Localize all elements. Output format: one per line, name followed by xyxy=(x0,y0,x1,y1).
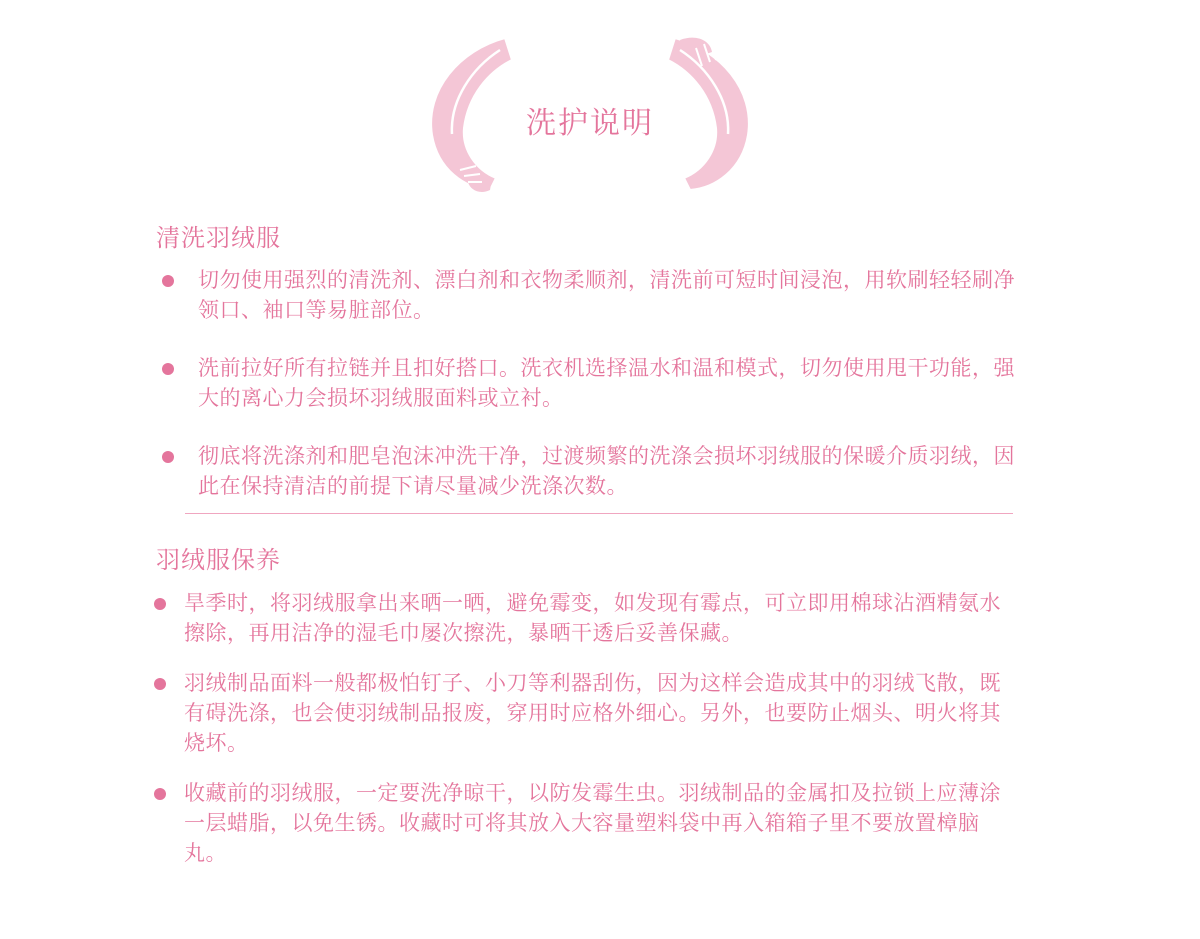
bullet-icon xyxy=(154,788,166,800)
list-item-text: 羽绒制品面料一般都极怕钉子、小刀等利器刮伤，因为这样会造成其中的羽绒飞散，既有碍洗涤，也会使羽绒制品报废，穿用时应格外细心。另外，也要防止烟头、明火将其烧坏。 xyxy=(184,671,1001,755)
list-item-text: 洗前拉好所有拉链并且扣好搭口。洗衣机选择温水和温和模式，切勿使用甩干功能，强大的离心力会损坏羽绒服面料或立衬。 xyxy=(198,356,1015,410)
care-list xyxy=(152,588,1022,888)
list-item xyxy=(160,353,1020,413)
bullet-icon xyxy=(154,598,166,610)
bullet-icon xyxy=(154,678,166,690)
list-item-text: 旱季时，将羽绒服拿出来晒一晒，避免霉变，如发现有霉点，可立即用棉球沾酒精氨水擦除，再用洁净的湿毛巾屡次擦洗，暴晒干透后妥善保藏。 xyxy=(184,591,1001,645)
list-item-text: 切勿使用强烈的清洗剂、漂白剂和衣物柔顺剂，清洗前可短时间浸泡，用软刷轻轻刷净领口、袖口等易脏部位。 xyxy=(198,268,1015,322)
bullet-icon xyxy=(162,363,174,375)
section-title-wash: 清洗羽绒服 xyxy=(156,224,281,252)
bullet-icon xyxy=(162,451,174,463)
list-item xyxy=(152,668,1022,758)
wash-list xyxy=(160,265,1020,529)
section-title-care: 羽绒服保养 xyxy=(156,546,281,574)
list-item xyxy=(152,778,1022,868)
bullet-icon xyxy=(162,275,174,287)
list-item-text: 收藏前的羽绒服，一定要洗净晾干，以防发霉生虫。羽绒制品的金属扣及拉锁上应薄涂一层蜡脂，以免生锈。收藏时可将其放入大容量塑料袋中再入箱箱子里不要放置樟脑丸。 xyxy=(184,781,1001,865)
page-title: 洗护说明 xyxy=(526,106,654,141)
divider xyxy=(185,513,1013,514)
list-item-text: 彻底将洗涤剂和肥皂泡沫冲洗干净，过渡频繁的洗涤会损坏羽绒服的保暖介质羽绒，因此在保持清洁的前提下请尽量减少洗涤次数。 xyxy=(198,444,1015,498)
list-item xyxy=(160,265,1020,325)
list-item xyxy=(160,441,1020,501)
list-item xyxy=(152,588,1022,648)
